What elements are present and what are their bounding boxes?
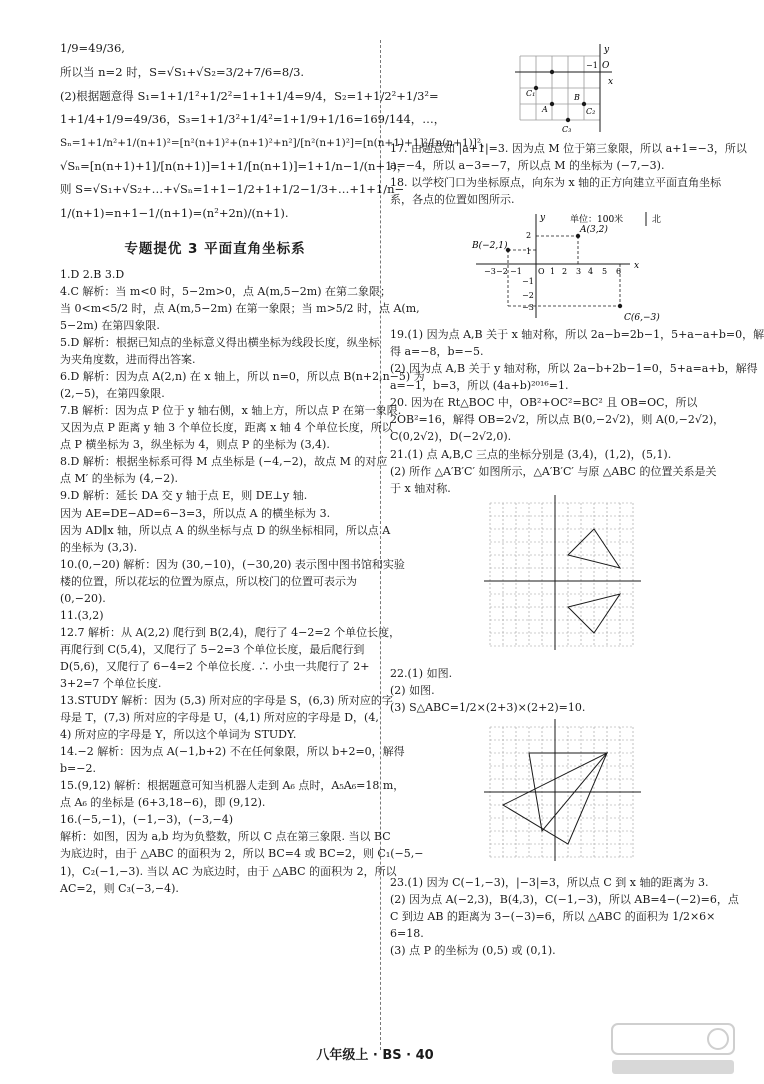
right-answer-line-mid-4: 20. 因为在 Rt△BOC 中，OB²+OC²=BC² 且 OB=OC，所以 bbox=[390, 396, 698, 410]
solution-line-2: (2)根据题意得 S₁=1+1/1²+1/2²=1+1+1/4=9/4，S₂=1+1/2²+1/3²= bbox=[60, 88, 439, 103]
svg-text:−3: −3 bbox=[522, 303, 534, 313]
left-answer-line-14: 因为 AE=DE−AD=6−3=3，所以点 A 的横坐标为 3. bbox=[60, 506, 331, 520]
map-point-b-label: B(−2,1) bbox=[472, 241, 508, 252]
right-answer-line-top-0: 17. 由题意知 |a+1|=3. 因为点 M 位于第三象限，所以 a+1=−3，所以 bbox=[390, 142, 747, 155]
graph-problem-22 bbox=[390, 716, 720, 874]
right-answer-line-mid-5: 2OB²=16，解得 OB=2√2，所以点 B(0,−2√2)，则 A(0,−2√2)， bbox=[390, 413, 725, 427]
graph-problem-16 bbox=[390, 40, 720, 140]
left-answer-line-0: 1.D 2.B 3.D bbox=[60, 267, 125, 281]
svg-text:x: x bbox=[634, 261, 640, 272]
svg-text:y: y bbox=[540, 213, 546, 224]
right-answer-line-top-2: 18. 以学校门口为坐标原点，向东为 x 轴的正方向建立平面直角坐标 bbox=[390, 176, 722, 190]
graph16-y-label: y bbox=[604, 45, 610, 55]
graph16-c2-label: C₂ bbox=[586, 107, 596, 116]
solution-line-6: 则 S=√S₁+√S₂+…+√Sₙ=1+1−1/2+1+1/2−1/3+…+1+1/n− bbox=[60, 182, 405, 197]
right-answer-line-22-0: 22.(1) 如图. bbox=[390, 666, 453, 680]
right-answer-line-mid-8: (2) 所作 △A′B′C′ 如图所示，△A′B′C′ 与原 △ABC 的位置关系是关 bbox=[390, 464, 717, 478]
left-answer-line-28: 14.−2 解析：因为点 A(−1,b+2) 不在任何象限，所以 b+2=0，解得 bbox=[60, 745, 405, 759]
graph16-a-label: A bbox=[542, 105, 548, 114]
left-answer-line-35: 1)，C₂(−1,−3). 当以 AC 为底边时，由于 △ABC 的面积为 2，所以 bbox=[60, 864, 397, 878]
svg-text:−1: −1 bbox=[510, 267, 522, 277]
answer-list-right-top bbox=[390, 140, 747, 208]
left-answer-line-17: 10.(0,−20) 解析：因为 (30,−10)，(−30,20) 表示图中图书馆和实验 bbox=[60, 557, 405, 571]
left-answer-line-32: 16.(−5,−1)，(−1,−3)，(−3,−4) bbox=[60, 813, 234, 827]
answer-list-right-22 bbox=[390, 665, 720, 716]
top-fraction-line: 1/9=49/36, bbox=[60, 41, 125, 55]
left-answer-line-15: 因为 AD∥x 轴，所以点 A 的纵坐标与点 D 的纵坐标相同，所以点 A bbox=[60, 523, 391, 537]
right-answer-line-22-1: (2) 如图. bbox=[390, 683, 435, 697]
right-answer-line-mid-2: (2) 因为点 A,B 关于 y 轴对称，所以 2a−b+2b−1=0，5+a=a+b，解得 bbox=[390, 362, 758, 376]
right-answer-line-22-2: (3) S△ABC=1/2×(2+3)×(2+2)=10. bbox=[390, 700, 586, 714]
right-answer-line-mid-1: 得 a=−8，b=−5. bbox=[390, 345, 484, 359]
left-answer-line-16: 的坐标为 (3,3). bbox=[60, 540, 138, 554]
section-title: 专题提优 3 平面直角坐标系 bbox=[124, 240, 306, 257]
left-answer-line-25: 13.STUDY 解析：因为 (5,3) 所对应的字母是 S，(6,3) 所对应的字 bbox=[60, 694, 393, 708]
left-answer-line-10: 点 P 横坐标为 3，纵坐标为 4，则点 P 的坐标为 (3,4). bbox=[60, 438, 330, 452]
solution-line-1: 所以当 n=2 时，S=√S₁+√S₂=3/2+7/6=8/3. bbox=[60, 64, 305, 79]
right-column bbox=[390, 40, 764, 959]
left-answer-line-1: 4.C 解析：当 m<0 时，5−2m>0，点 A(m,5−2m) 在第二象限； bbox=[60, 284, 391, 298]
right-answer-line-mid-6: C(0,2√2)，D(−2√2,0). bbox=[390, 430, 512, 444]
left-answer-line-11: 8.D 解析：根据坐标系可得 M 点坐标是 (−4,−2)，故点 M 的对应 bbox=[60, 455, 388, 469]
svg-text:1: 1 bbox=[526, 247, 532, 257]
left-answer-line-30: 15.(9,12) 解析：根据题意可知当机器人走到 A₆ 点时，A₅A₆=18 m， bbox=[60, 779, 405, 793]
right-answer-line-mid-0: 19.(1) 因为点 A,B 关于 x 轴对称，所以 2a−b=2b−1，5+a−a+b=0，解 bbox=[390, 328, 764, 342]
svg-text:5: 5 bbox=[602, 267, 608, 277]
right-answer-line-mid-9: 于 x 轴对称. bbox=[390, 481, 451, 495]
left-answer-line-9: 又因为点 P 距离 y 轴 3 个单位长度，距离 x 轴 4 个单位长度，所以 bbox=[60, 421, 393, 435]
graph16-c1-label: C₁ bbox=[526, 89, 536, 98]
right-answer-line-23-3: 6=18. bbox=[390, 926, 424, 940]
left-answer-line-5: 为夹角度数，进而得出答案. bbox=[60, 353, 196, 367]
right-answer-line-23-0: 23.(1) 因为 C(−1,−3)，|−3|=3，所以点 C 到 x 轴的距离为 3. bbox=[390, 875, 709, 889]
right-answer-line-23-1: (2) 因为点 A(−2,3)，B(4,3)，C(−1,−3)，所以 AB=4−(−2)=6，点 bbox=[390, 892, 739, 906]
left-answer-line-3: 5−2m) 在第四象限. bbox=[60, 319, 160, 333]
answer-list-right-mid bbox=[390, 326, 764, 496]
svg-text:2: 2 bbox=[562, 267, 568, 277]
solution-line-5: √Sₙ=[n(n+1)+1]/[n(n+1)]=1+1/[n(n+1)]=1+1/n−1/(n+1)， bbox=[60, 158, 409, 173]
left-answer-line-22: 再爬行到 C(5,4)，又爬行了 5−2=3 个单位长度，最后爬行到 bbox=[60, 642, 365, 656]
svg-text:−2: −2 bbox=[496, 267, 508, 277]
left-answer-line-12: 点 M′ 的坐标为 (4,−2). bbox=[60, 472, 179, 486]
left-answer-line-2: 当 0<m<5/2 时，点 A(m,5−2m) 在第一象限；当 m>5/2 时，点 A(m, bbox=[60, 301, 420, 315]
right-answer-line-mid-7: 21.(1) 点 A,B,C 三点的坐标分别是 (3,4)，(1,2)，(5,1). bbox=[390, 447, 672, 461]
solution-line-7: 1/(n+1)=n+1−1/(n+1)=(n²+2n)/(n+1). bbox=[60, 206, 289, 221]
left-answer-line-23: D(5,6)，又爬行了 6−4=2 个单位长度. ∴ 小虫一共爬行了 2+ bbox=[60, 659, 370, 673]
left-answer-line-27: 4) 所对应的字母是 Y，所以这个单词为 STUDY. bbox=[60, 728, 297, 742]
graph16-origin-label: O bbox=[602, 61, 610, 71]
left-answer-line-8: 7.B 解析：因为点 P 位于 y 轴右侧，x 轴上方，所以点 P 在第一象限. bbox=[60, 404, 402, 418]
left-answer-line-20: 11.(3,2) bbox=[60, 608, 104, 622]
left-answer-line-31: 点 A₆ 的坐标是 (6+3,18−6)，即 (9,12). bbox=[60, 796, 266, 810]
map-point-c-label: C(6,−3) bbox=[624, 313, 660, 324]
svg-text:O: O bbox=[538, 267, 545, 277]
left-answer-line-21: 12.7 解析：从 A(2,2) 爬行到 B(2,4)，爬行了 4−2=2 个单位长度， bbox=[60, 625, 401, 639]
left-answer-line-36: AC=2，则 C₃(−3,−4). bbox=[60, 881, 179, 895]
left-answer-line-7: (2,−5)，在第四象限. bbox=[60, 387, 165, 401]
left-answer-line-6: 6.D 解析：因为点 A(2,n) 在 x 轴上，所以 n=0，所以点 B(n+2,n−5) 为 bbox=[60, 370, 425, 384]
left-answer-line-19: (0,−20). bbox=[60, 591, 106, 605]
graph16-x-label: x bbox=[608, 77, 614, 87]
svg-text:3: 3 bbox=[576, 267, 582, 277]
solution-line-4: Sₙ=1+1/n²+1/(n+1)²=[n²(n+1)²+(n+1)²+n²]/[n²(n+1)²]=[n(n+1)+1]²/[n(n+1)]²， bbox=[60, 137, 492, 150]
right-answer-line-23-2: C 到边 AB 的距离为 3−(−3)=6，所以 △ABC 的面积为 1/2×6× bbox=[390, 909, 716, 923]
map-point-a-label: A(3,2) bbox=[580, 225, 608, 236]
answer-list-right-23 bbox=[390, 874, 739, 959]
left-answer-line-4: 5.D 解析：根据已知点的坐标意义得出横坐标为线段长度，纵坐标 bbox=[60, 336, 380, 350]
right-answer-line-mid-3: a=−1，b=3，所以 (4a+b)²⁰¹⁶=1. bbox=[390, 379, 569, 393]
svg-text:4: 4 bbox=[588, 267, 594, 277]
left-answer-line-26: 母是 T，(7,3) 所对应的字母是 U，(4,1) 所对应的字母是 D，(4, bbox=[60, 711, 379, 725]
map-graph-problem-18 bbox=[390, 208, 720, 326]
graph16-b-label: B bbox=[574, 93, 580, 102]
right-answer-line-top-3: 系，各点的位置如图所示. bbox=[390, 193, 515, 207]
graph-problem-21 bbox=[390, 497, 720, 665]
left-answer-line-29: b=−2. bbox=[60, 762, 96, 776]
svg-text:1: 1 bbox=[550, 267, 556, 277]
svg-text:−2: −2 bbox=[522, 291, 534, 301]
right-answer-line-top-1: a=−4，所以 a−3=−7，所以点 M 的坐标为 (−7,−3). bbox=[390, 159, 665, 173]
svg-text:6: 6 bbox=[616, 267, 622, 277]
svg-text:−1: −1 bbox=[522, 277, 534, 287]
left-answer-line-33: 解析：如图，因为 a,b 均为负整数，所以 C 点在第三象限. 当以 BC bbox=[60, 830, 391, 844]
svg-text:2: 2 bbox=[526, 231, 532, 241]
graph16-minus-one-label: −1 bbox=[586, 61, 598, 70]
left-answer-line-24: 3+2=7 个单位长度. bbox=[60, 677, 162, 690]
left-answer-line-13: 9.D 解析：延长 DA 交 y 轴于点 E，则 DE⊥y 轴. bbox=[60, 489, 308, 503]
svg-text:−3: −3 bbox=[484, 267, 496, 277]
left-answer-line-34: 为底边时，由于 △ABC 的面积为 2，所以 BC=4 或 BC=2，则 C₁(−5,− bbox=[60, 847, 424, 861]
watermark-logo bbox=[608, 1020, 738, 1078]
left-answer-line-18: 楼的位置，所以花坛的位置为原点，所以校门的位置可表示为 bbox=[60, 574, 357, 588]
page-footer: 八年级上 · BS · 40 bbox=[316, 1048, 434, 1063]
right-answer-line-23-4: (3) 点 P 的坐标为 (0,5) 或 (0,1). bbox=[390, 943, 556, 957]
map-north-label: 北 bbox=[652, 215, 662, 226]
solution-line-3: 1+1/4+1/9=49/36，S₃=1+1/3²+1/4²=1+1/9+1/16=169/144，…， bbox=[60, 112, 446, 127]
graph16-c3-label: C₃ bbox=[562, 125, 572, 134]
map-unit-label: 单位：100米 bbox=[570, 215, 624, 226]
